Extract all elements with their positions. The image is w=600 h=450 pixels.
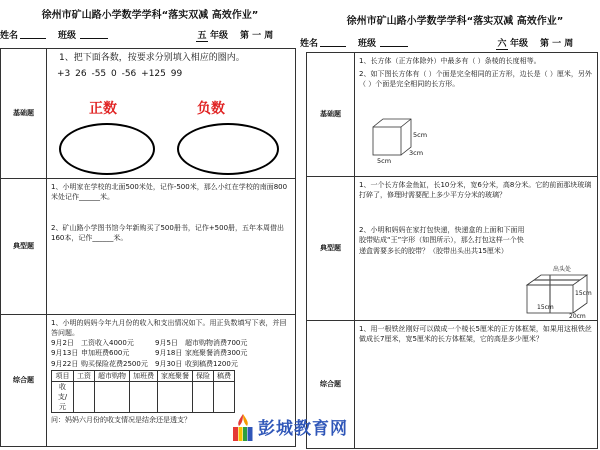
left-name-blank[interactable] [20,28,46,39]
cuboid-height-label: 5cm [413,131,428,139]
positive-label: 正数 [89,101,117,117]
right-week: 第 一 周 [540,39,574,49]
left-class-label: 班级 [58,31,77,41]
income-expense-cell: 9月13日 [51,349,79,358]
logo-icon [230,412,256,444]
package-tape-label: 出头处 [553,266,572,273]
income-expense-line [51,348,291,358]
income-expense-cell: 9月5日 [155,339,178,348]
left-basic-content [47,49,296,179]
package-figure [523,263,593,319]
positive-oval[interactable] [59,123,155,175]
income-table-header-cell: 家庭聚餐 [158,370,193,381]
income-table-header-cell: 项目 [52,370,74,381]
right-grade: 六 [496,36,508,50]
left-typical-content [47,179,296,315]
left-class-blank[interactable] [80,28,108,39]
income-expense-cell: 9月2日 [51,339,74,348]
left-grade: 五 [196,28,208,42]
site-logo [230,410,380,446]
cuboid-figure [369,115,449,163]
right-class-blank[interactable] [380,36,408,47]
left-basic-q1: 1、把下面各数，按要求分别填入相应的圈内。 [59,53,245,63]
left-title: 徐州市矿山路小学数学学科“落实双减 高效作业” [41,10,259,21]
income-expense-table [51,370,235,414]
left-name-label: 姓名 [0,31,19,41]
income-table-blank-cell[interactable] [214,381,235,412]
logo-text: 彭城教育网 [258,419,348,439]
income-expense-list [51,338,291,368]
income-expense-cell: 工资收入4000元 [81,339,134,348]
income-expense-cell: 购买保险花费2500元 [81,359,148,368]
left-week: 第 一 周 [240,31,274,41]
income-table-row-label: 收支/元 [52,381,74,412]
income-table-blank-cell[interactable] [74,381,95,412]
left-comprehensive-intro: 1、小明的妈妈今年九月份的收入和支出情况如下。用正负数填写下表，并回答问题。 [51,319,287,338]
income-table-header-cell: 加班费 [130,370,158,381]
income-table-blank-cell[interactable] [158,381,193,412]
left-comprehensive-label: 综合题 [1,315,47,447]
right-comprehensive-label: 综合题 [307,321,355,449]
left-typical-q2: 2、矿山路小学图书馆今年新购买了500册书，记作+500册，五年本周借出160本，记作______米。 [51,224,285,243]
income-expense-cell: 9月30日 [155,359,183,368]
income-expense-cell: 家庭聚餐消费300元 [185,349,248,358]
package-width-label: 15cm [537,304,554,311]
right-title: 徐州市矿山路小学数学学科“落实双减 高效作业” [346,16,564,27]
left-grade-suffix: 年级 [210,31,229,41]
income-expense-cell: 超市购物消费700元 [185,339,248,348]
income-expense-cell: 申加班费600元 [81,349,130,358]
right-basic-label: 基础题 [307,53,355,177]
left-basic-label: 基础题 [1,49,47,179]
income-table-header-cell: 工资 [74,370,95,381]
package-depth-label: 20cm [569,313,586,319]
cuboid-width-label: 5cm [377,157,392,163]
right-comprehensive-content [355,321,598,449]
left-number-list: +3 26 -55 0 -56 +125 99 [57,69,183,80]
negative-oval[interactable] [177,123,279,175]
right-basic-q2: 2、如下图长方体有（ ）个面是完全相同的正方形，边长是（ ）厘米，另外（ ）个面是完全相同的长方形。 [359,70,592,89]
income-expense-line [51,359,291,369]
income-table-blank-cell[interactable] [130,381,158,412]
right-typical-content [355,177,598,321]
income-table-header-cell: 稿费 [214,370,235,381]
left-typical-q1: 1、小明家在学校的北面500米处，记作-500米，那么小红在学校的南面800米处记作______米。 [51,183,288,202]
income-table-header-cell: 保险 [193,370,214,381]
right-worksheet [300,0,600,450]
left-question-table [0,48,296,447]
income-table-value-row [52,381,235,412]
income-table-blank-cell[interactable] [193,381,214,412]
right-basic-q1: 1、长方体（正方体除外）中最多有（ ）条棱的长度相等。 [359,57,541,65]
income-expense-cell: 9月22日 [51,359,79,368]
right-name-label: 姓名 [300,39,319,49]
income-expense-cell: 收到稿费1200元 [185,359,238,368]
right-question-table [306,52,598,449]
right-typical-q2: 2、小明和妈妈在家打包快递，快递盒的上面和下面用胶带贴成“王”字形（如图所示），那么打包这样一个快递盒需要多长的胶带？（胶带出头出共15厘米） [359,226,525,255]
right-grade-suffix: 年级 [510,39,529,49]
income-table-header-row [52,370,235,381]
right-class-label: 班级 [358,39,377,49]
package-height-label: 15cm [575,290,592,297]
income-table-header-cell: 超市购物 [95,370,130,381]
cuboid-depth-label: 3cm [409,149,424,157]
income-table-blank-cell[interactable] [95,381,130,412]
negative-label: 负数 [197,101,225,117]
right-name-blank[interactable] [320,36,346,47]
right-typical-q1: 1、一个长方体金鱼缸，长10分米，宽6分米，高8分米。它的前面那块玻璃打碎了，修理时需要配上多少平方分米的玻璃？ [359,181,592,200]
right-typical-label: 典型题 [307,177,355,321]
right-comprehensive-q1: 1、用一根铁丝刚好可以做成一个棱长5厘米的正方体框架，如果用这根铁丝做成长7厘米，宽5厘米的长方体框架，它的高是多少厘米？ [359,325,592,344]
left-comprehensive-question: 问：妈妈六月份的收支情况是结余还是透支？ [51,416,191,425]
right-basic-content [355,53,598,177]
income-expense-line [51,338,291,348]
income-expense-cell: 9月18日 [155,349,183,358]
left-typical-label: 典型题 [1,179,47,315]
